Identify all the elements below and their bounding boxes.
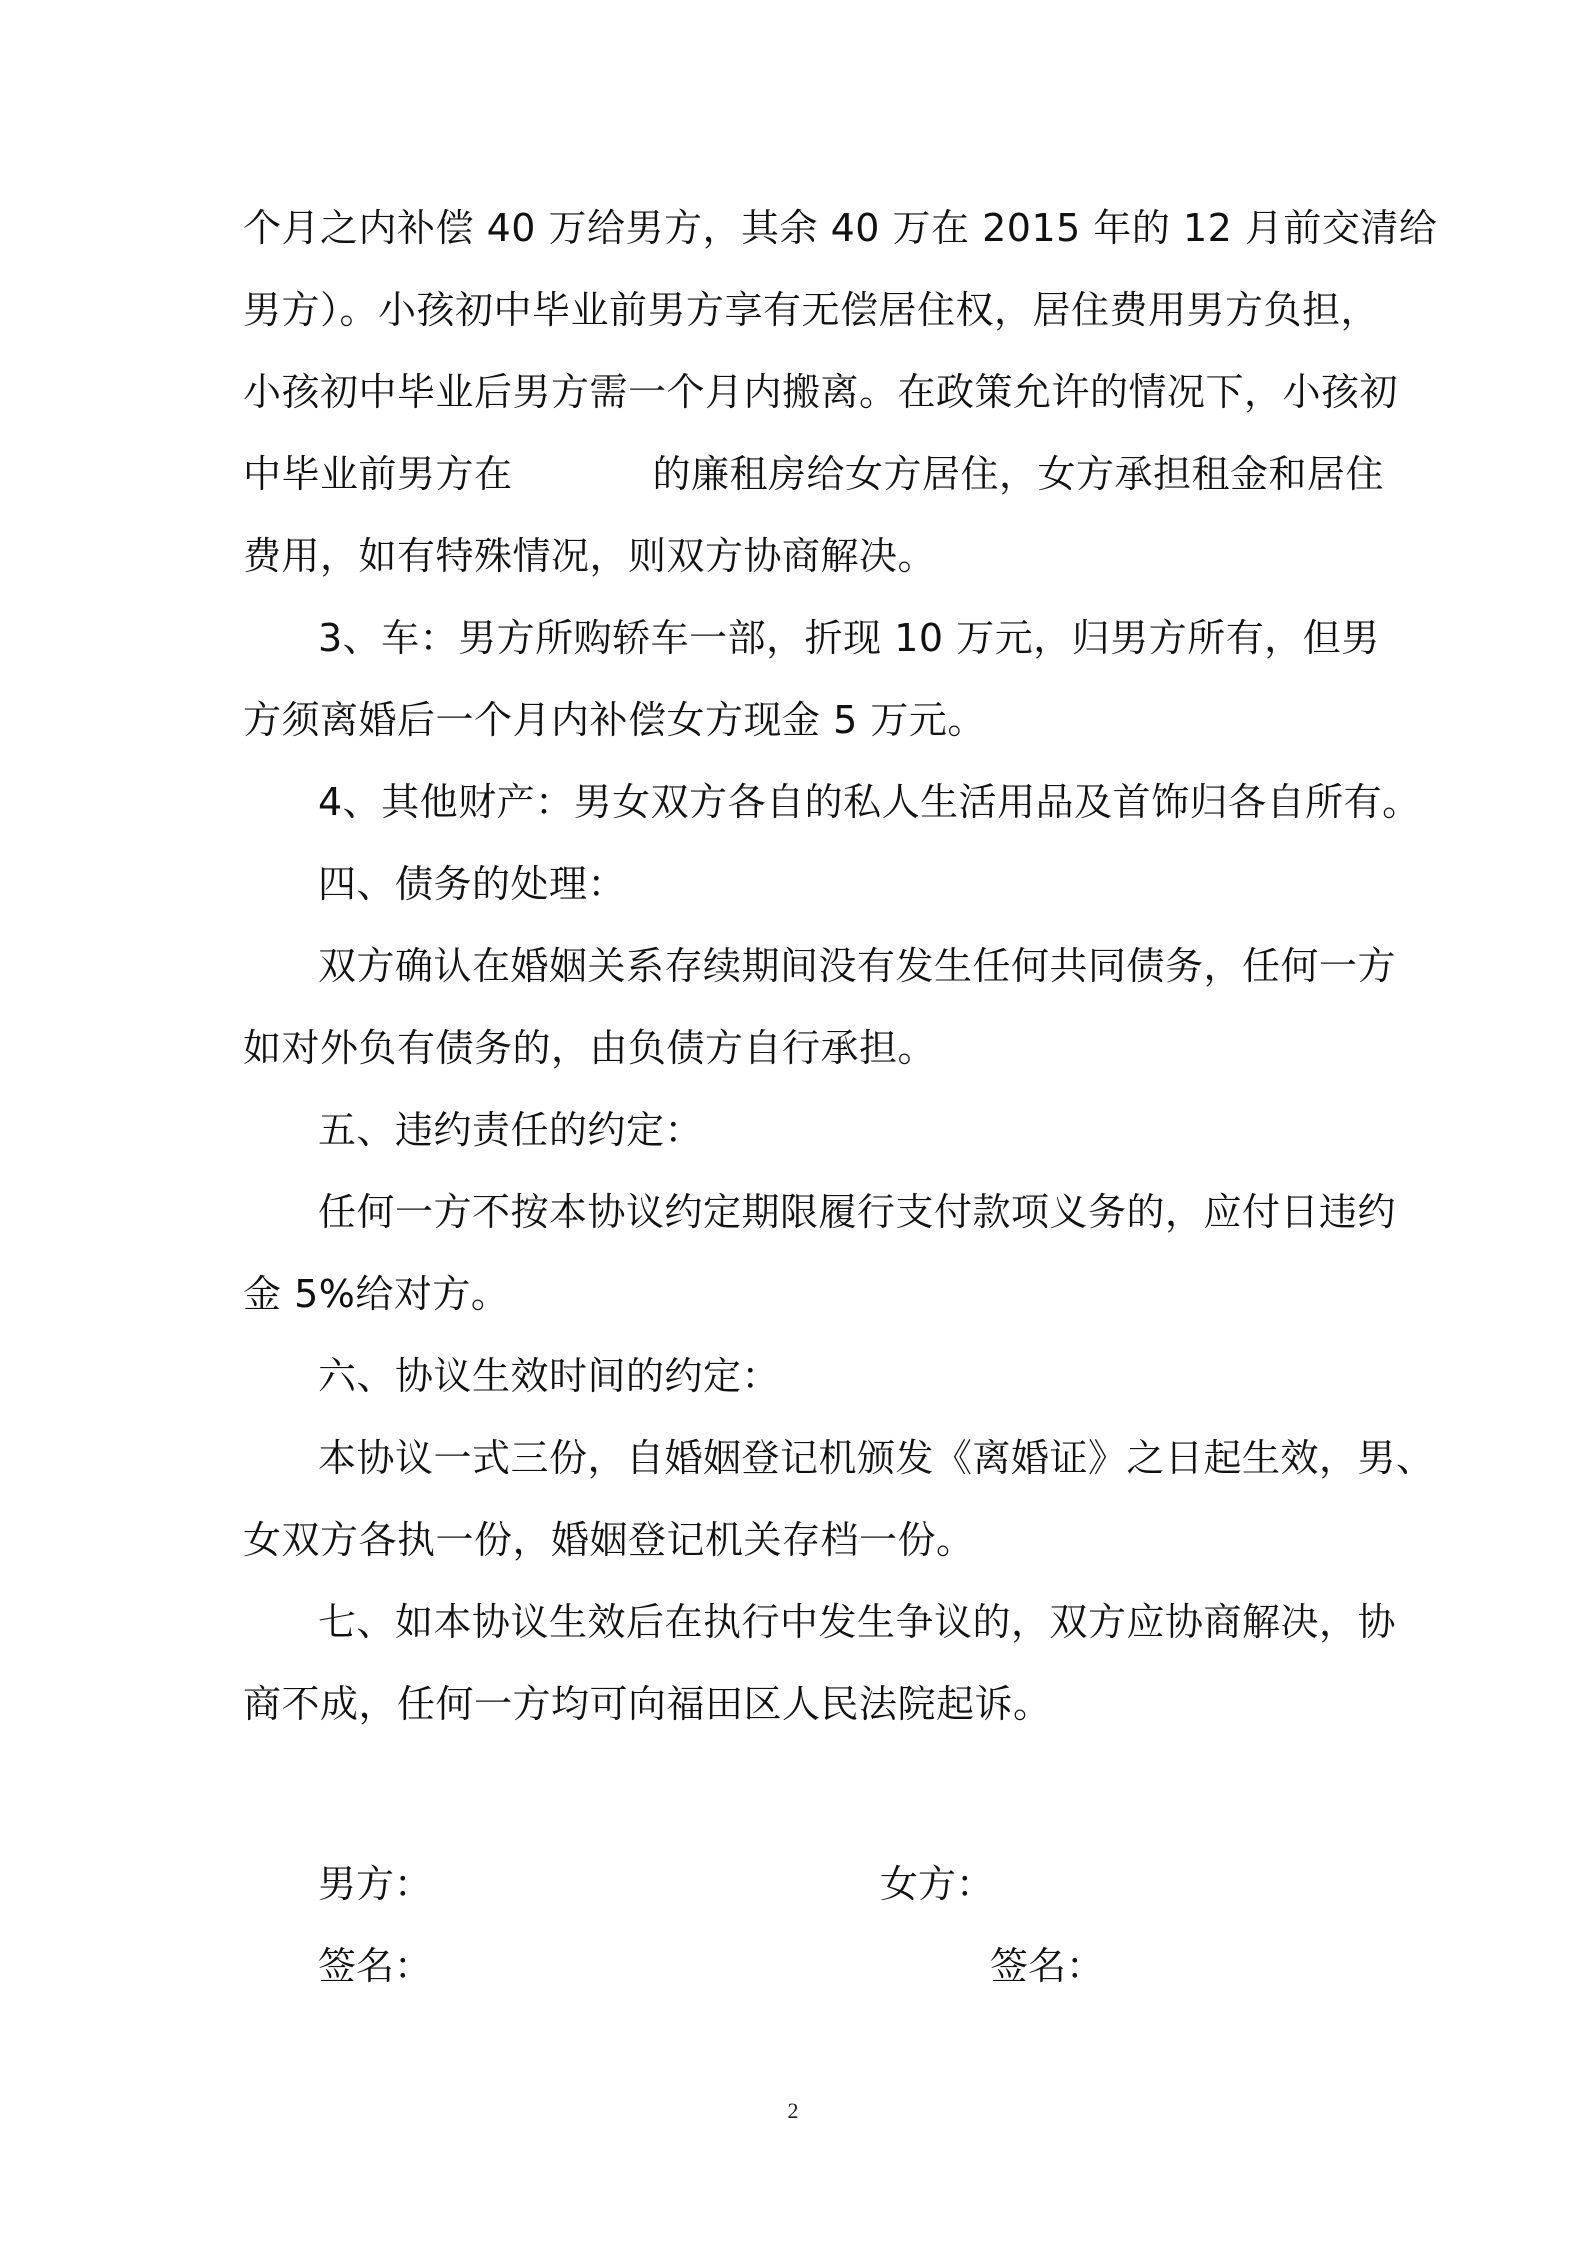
clause-line: 4、其他财产：男女双方各自的私人生活用品及首饰归各自所有。 xyxy=(318,780,1421,824)
clause-line: 任何一方不按本协议约定期限履行支付款项义务的，应付日违约 xyxy=(318,1190,1397,1234)
body-line: 方须离婚后一个月内补偿女方现金 5 万元。 xyxy=(243,698,986,742)
clause-line: 双方确认在婚姻关系存续期间没有发生任何共同债务，任何一方 xyxy=(318,944,1397,988)
section-heading: 六、协议生效时间的约定： xyxy=(318,1354,781,1398)
section-heading: 四、债务的处理： xyxy=(318,862,627,906)
body-line: 小孩初中毕业后男方需一个月内搬离。在政策允许的情况下，小孩初 xyxy=(243,370,1399,414)
body-line: 金 5%给对方。 xyxy=(243,1272,510,1316)
body-line: 男方）。小孩初中毕业前男方享有无偿居住权，居住费用男方负担， xyxy=(243,288,1380,332)
male-party-label: 男方： xyxy=(318,1862,433,1906)
clause-line: 七、如本协议生效后在执行中发生争议的，双方应协商解决，协 xyxy=(318,1600,1397,1644)
body-line: 费用，如有特殊情况，则双方协商解决。 xyxy=(243,534,937,578)
body-line: 个月之内补偿 40 万给男方，其余 40 万在 2015 年的 12 月前交清给 xyxy=(243,206,1438,250)
body-line xyxy=(243,450,1384,498)
female-party-label: 女方： xyxy=(880,1862,995,1906)
body-line: 女双方各执一份，婚姻登记机关存档一份。 xyxy=(243,1518,975,1562)
section-heading: 五、违约责任的约定： xyxy=(318,1108,704,1152)
body-line: 如对外负有债务的，由负债方自行承担。 xyxy=(243,1026,937,1070)
male-signature-label: 签名： xyxy=(318,1944,433,1988)
body-line: 商不成，任何一方均可向福田区人民法院起诉。 xyxy=(243,1682,1052,1726)
female-signature-label: 签名： xyxy=(990,1944,1105,1988)
clause-line: 本协议一式三份，自婚姻登记机颁发《离婚证》之日起生效，男、 xyxy=(318,1436,1435,1480)
body-text: 的廉租房给女方居住，女方承担租金和居住 xyxy=(652,452,1385,496)
page-number: 2 xyxy=(787,2098,799,2123)
body-text: 中毕业前男方在 xyxy=(243,452,513,496)
clause-line: 3、车：男方所购轿车一部，折现 10 万元，归男方所有，但男 xyxy=(318,616,1380,660)
